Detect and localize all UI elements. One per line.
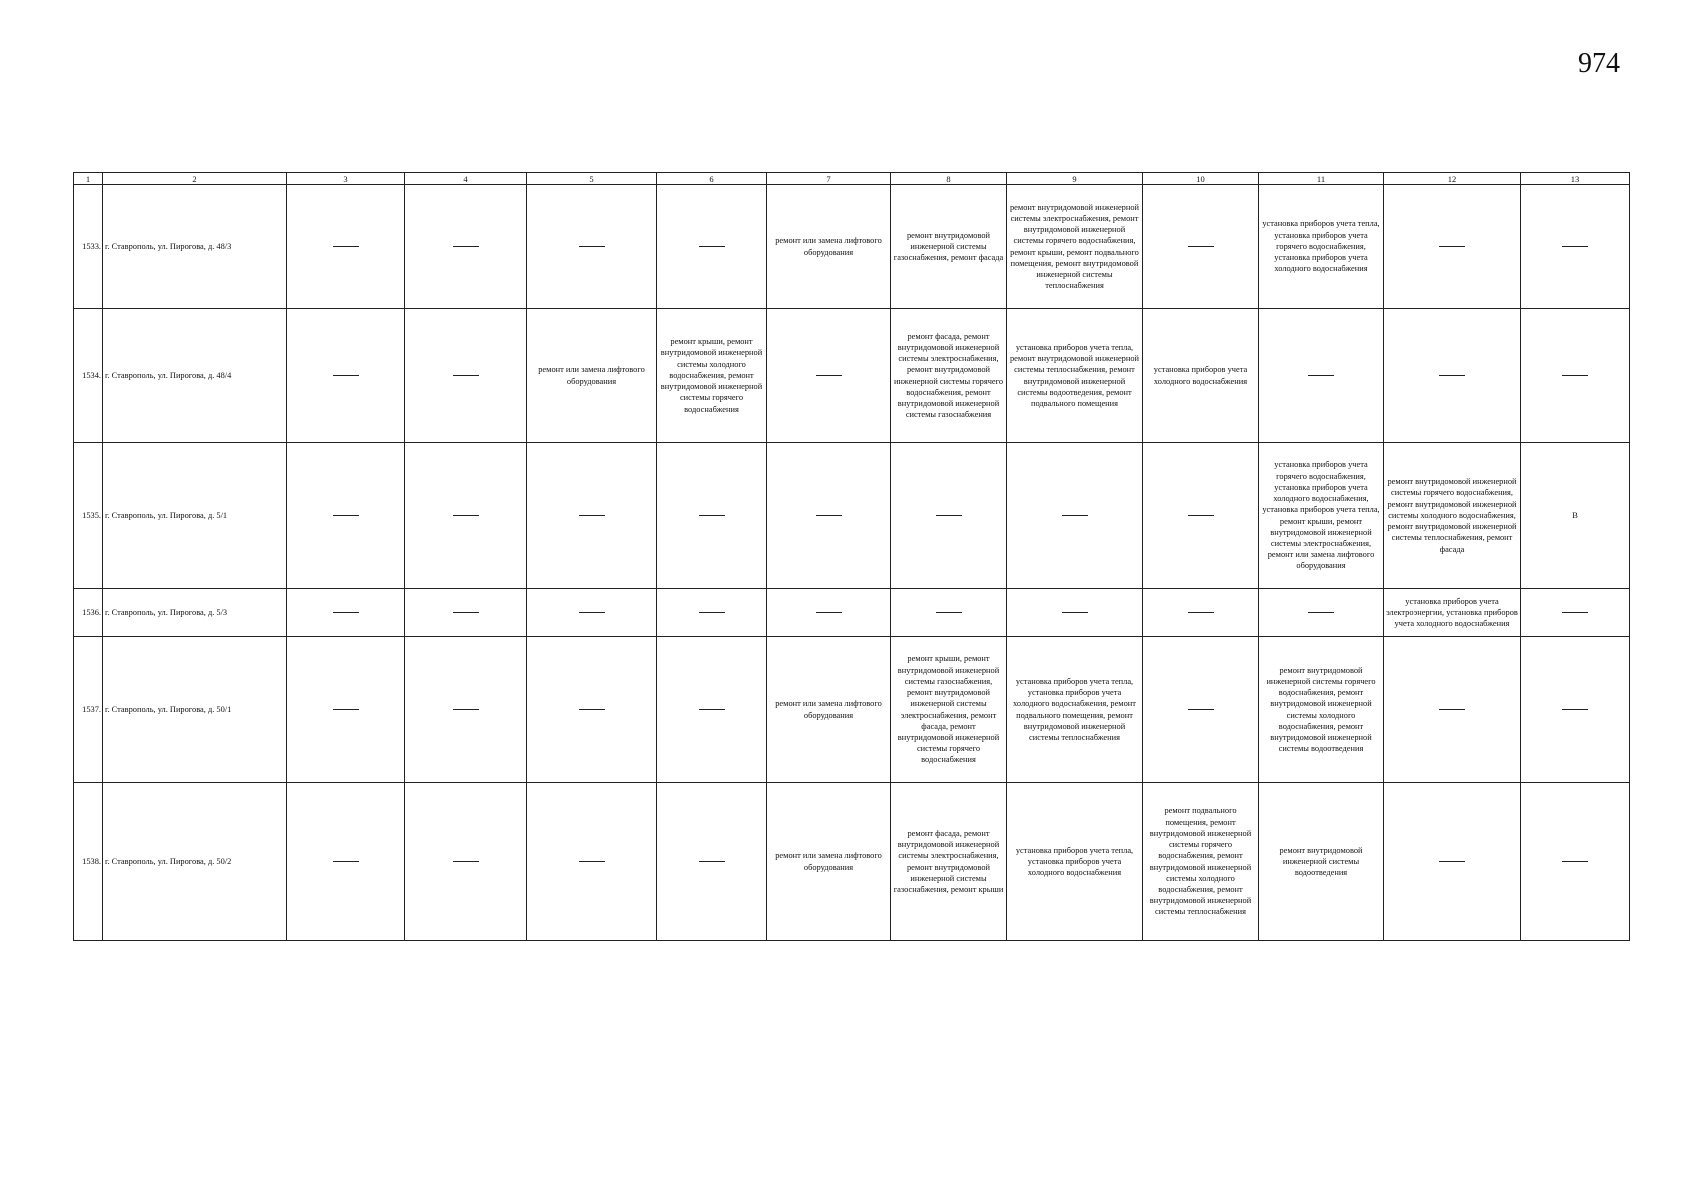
work-cell: установка приборов учета тепла, установка приборов учета горячего водоснабжения, установка приборов учета холодного водоснабжения bbox=[1259, 185, 1384, 309]
dash-mark bbox=[699, 709, 725, 710]
dash-mark bbox=[453, 375, 479, 376]
work-cell: установка приборов учета электроэнергии, установка приборов учета холодного водоснабжения bbox=[1384, 589, 1521, 637]
empty-cell bbox=[287, 783, 405, 941]
work-cell: В bbox=[1521, 443, 1630, 589]
empty-cell bbox=[1143, 185, 1259, 309]
dash-mark bbox=[816, 612, 842, 613]
table-row bbox=[74, 589, 1630, 637]
empty-cell bbox=[1259, 589, 1384, 637]
address-cell: г. Ставрополь, ул. Пирогова, д. 48/3 bbox=[103, 185, 287, 309]
empty-cell bbox=[405, 783, 527, 941]
row-number: 1535. bbox=[74, 443, 103, 589]
dash-mark bbox=[699, 612, 725, 613]
empty-cell bbox=[287, 443, 405, 589]
empty-cell bbox=[767, 443, 891, 589]
empty-cell bbox=[527, 185, 657, 309]
dash-mark bbox=[333, 375, 359, 376]
empty-cell bbox=[1007, 443, 1143, 589]
work-cell: ремонт или замена лифтового оборудования bbox=[767, 185, 891, 309]
dash-mark bbox=[1439, 375, 1465, 376]
dash-mark bbox=[579, 515, 605, 516]
column-number: 7 bbox=[767, 173, 891, 185]
dash-mark bbox=[816, 515, 842, 516]
empty-cell bbox=[1384, 783, 1521, 941]
work-cell: ремонт внутридомовой инженерной системы горячего водоснабжения, ремонт внутридомовой инженерной системы холодного водоснабжения, ремонт внутридомовой инженерной системы теплоснабжения, ремонт фасада bbox=[1384, 443, 1521, 589]
dash-mark bbox=[1439, 246, 1465, 247]
row-number: 1536. bbox=[74, 589, 103, 637]
column-number: 6 bbox=[657, 173, 767, 185]
empty-cell bbox=[1521, 185, 1630, 309]
dash-mark bbox=[453, 246, 479, 247]
work-cell: ремонт крыши, ремонт внутридомовой инженерной системы газоснабжения, ремонт внутридомовой инженерной системы электроснабжения, ремонт фасада, ремонт внутридомовой инженерной системы горячего водоснабжения bbox=[891, 637, 1007, 783]
dash-mark bbox=[1439, 861, 1465, 862]
empty-cell bbox=[1143, 589, 1259, 637]
empty-cell bbox=[657, 185, 767, 309]
work-cell: ремонт внутридомовой инженерной системы водоотведения bbox=[1259, 783, 1384, 941]
table-row bbox=[74, 637, 1630, 783]
empty-cell bbox=[1521, 783, 1630, 941]
address-cell: г. Ставрополь, ул. Пирогова, д. 50/1 bbox=[103, 637, 287, 783]
empty-cell bbox=[657, 443, 767, 589]
empty-cell bbox=[287, 185, 405, 309]
dash-mark bbox=[1188, 515, 1214, 516]
work-cell: установка приборов учета тепла, установка приборов учета холодного водоснабжения, ремонт подвального помещения, ремонт внутридомовой инженерной системы теплоснабжения bbox=[1007, 637, 1143, 783]
empty-cell bbox=[405, 185, 527, 309]
work-cell: ремонт внутридомовой инженерной системы горячего водоснабжения, ремонт внутридомовой инженерной системы холодного водоснабжения, ремонт внутридомовой инженерной системы водоотведения bbox=[1259, 637, 1384, 783]
address-cell: г. Ставрополь, ул. Пирогова, д. 5/1 bbox=[103, 443, 287, 589]
column-number: 9 bbox=[1007, 173, 1143, 185]
dash-mark bbox=[333, 709, 359, 710]
empty-cell bbox=[287, 637, 405, 783]
dash-mark bbox=[579, 612, 605, 613]
column-number: 11 bbox=[1259, 173, 1384, 185]
work-cell: ремонт фасада, ремонт внутридомовой инженерной системы электроснабжения, ремонт внутридомовой инженерной системы газоснабжения, ремонт крыши bbox=[891, 783, 1007, 941]
empty-cell bbox=[287, 309, 405, 443]
address-cell: г. Ставрополь, ул. Пирогова, д. 48/4 bbox=[103, 309, 287, 443]
work-cell: ремонт фасада, ремонт внутридомовой инженерной системы электроснабжения, ремонт внутридомовой инженерной системы горячего водоснабжения, ремонт внутридомовой инженерной системы газоснабжения bbox=[891, 309, 1007, 443]
empty-cell bbox=[657, 589, 767, 637]
column-number: 12 bbox=[1384, 173, 1521, 185]
empty-cell bbox=[1384, 637, 1521, 783]
empty-cell bbox=[287, 589, 405, 637]
dash-mark bbox=[1562, 612, 1588, 613]
column-number-row bbox=[74, 173, 1630, 185]
empty-cell bbox=[1521, 637, 1630, 783]
capital-repair-table bbox=[73, 172, 1630, 941]
empty-cell bbox=[1384, 185, 1521, 309]
column-number: 2 bbox=[103, 173, 287, 185]
empty-cell bbox=[657, 783, 767, 941]
address-cell: г. Ставрополь, ул. Пирогова, д. 50/2 bbox=[103, 783, 287, 941]
empty-cell bbox=[1521, 309, 1630, 443]
work-cell: установка приборов учета холодного водоснабжения bbox=[1143, 309, 1259, 443]
empty-cell bbox=[891, 589, 1007, 637]
empty-cell bbox=[767, 589, 891, 637]
dash-mark bbox=[333, 861, 359, 862]
dash-mark bbox=[453, 515, 479, 516]
empty-cell bbox=[1007, 589, 1143, 637]
empty-cell bbox=[1384, 309, 1521, 443]
dash-mark bbox=[1308, 612, 1334, 613]
empty-cell bbox=[405, 309, 527, 443]
work-cell: ремонт или замена лифтового оборудования bbox=[767, 637, 891, 783]
row-number: 1537. bbox=[74, 637, 103, 783]
dash-mark bbox=[816, 375, 842, 376]
dash-mark bbox=[699, 515, 725, 516]
row-number: 1533. bbox=[74, 185, 103, 309]
dash-mark bbox=[333, 515, 359, 516]
empty-cell bbox=[527, 589, 657, 637]
table-row bbox=[74, 443, 1630, 589]
dash-mark bbox=[579, 709, 605, 710]
dash-mark bbox=[1562, 861, 1588, 862]
empty-cell bbox=[527, 443, 657, 589]
work-cell: установка приборов учета тепла, установка приборов учета холодного водоснабжения bbox=[1007, 783, 1143, 941]
empty-cell bbox=[1521, 589, 1630, 637]
dash-mark bbox=[1562, 709, 1588, 710]
column-number: 10 bbox=[1143, 173, 1259, 185]
column-number: 13 bbox=[1521, 173, 1630, 185]
dash-mark bbox=[579, 861, 605, 862]
column-number: 3 bbox=[287, 173, 405, 185]
dash-mark bbox=[1188, 246, 1214, 247]
address-cell: г. Ставрополь, ул. Пирогова, д. 5/3 bbox=[103, 589, 287, 637]
work-cell: ремонт внутридомовой инженерной системы газоснабжения, ремонт фасада bbox=[891, 185, 1007, 309]
work-cell: установка приборов учета тепла, ремонт внутридомовой инженерной системы теплоснабжения, ремонт внутридомовой инженерной системы водоотведения, ремонт подвального помещения bbox=[1007, 309, 1143, 443]
dash-mark bbox=[453, 612, 479, 613]
row-number: 1538. bbox=[74, 783, 103, 941]
empty-cell bbox=[405, 443, 527, 589]
table-row bbox=[74, 309, 1630, 443]
empty-cell bbox=[1143, 443, 1259, 589]
empty-cell bbox=[891, 443, 1007, 589]
dash-mark bbox=[1562, 246, 1588, 247]
empty-cell bbox=[405, 637, 527, 783]
dash-mark bbox=[1062, 612, 1088, 613]
work-cell: ремонт крыши, ремонт внутридомовой инженерной системы холодного водоснабжения, ремонт внутридомовой инженерной системы горячего водоснабжения bbox=[657, 309, 767, 443]
empty-cell bbox=[405, 589, 527, 637]
dash-mark bbox=[453, 861, 479, 862]
work-cell: установка приборов учета горячего водоснабжения, установка приборов учета холодного водоснабжения, установка приборов учета тепла, ремонт крыши, ремонт внутридомовой инженерной системы электроснабжения, ремонт или замена лифтового оборудования bbox=[1259, 443, 1384, 589]
dash-mark bbox=[699, 861, 725, 862]
table-row bbox=[74, 185, 1630, 309]
column-number: 4 bbox=[405, 173, 527, 185]
empty-cell bbox=[657, 637, 767, 783]
empty-cell bbox=[1259, 309, 1384, 443]
column-number: 8 bbox=[891, 173, 1007, 185]
dash-mark bbox=[1062, 515, 1088, 516]
dash-mark bbox=[936, 515, 962, 516]
dash-mark bbox=[936, 612, 962, 613]
empty-cell bbox=[1143, 637, 1259, 783]
column-number: 5 bbox=[527, 173, 657, 185]
dash-mark bbox=[1439, 709, 1465, 710]
work-cell: ремонт внутридомовой инженерной системы электроснабжения, ремонт внутридомовой инженерной системы горячего водоснабжения, ремонт крыши, ремонт подвального помещения, ремонт внутридомовой инженерной системы теплоснабжения bbox=[1007, 185, 1143, 309]
page-number: 974 bbox=[1578, 48, 1620, 79]
dash-mark bbox=[699, 246, 725, 247]
dash-mark bbox=[1188, 612, 1214, 613]
work-cell: ремонт подвального помещения, ремонт внутридомовой инженерной системы горячего водоснабжения, ремонт внутридомовой инженерной системы холодного водоснабжения, ремонт внутридомовой инженерной системы теплоснабжения bbox=[1143, 783, 1259, 941]
row-number: 1534. bbox=[74, 309, 103, 443]
work-cell: ремонт или замена лифтового оборудования bbox=[767, 783, 891, 941]
dash-mark bbox=[453, 709, 479, 710]
dash-mark bbox=[579, 246, 605, 247]
empty-cell bbox=[767, 309, 891, 443]
table-row bbox=[74, 783, 1630, 941]
column-number: 1 bbox=[74, 173, 103, 185]
empty-cell bbox=[527, 783, 657, 941]
dash-mark bbox=[1562, 375, 1588, 376]
dash-mark bbox=[333, 246, 359, 247]
work-cell: ремонт или замена лифтового оборудования bbox=[527, 309, 657, 443]
empty-cell bbox=[527, 637, 657, 783]
dash-mark bbox=[1188, 709, 1214, 710]
dash-mark bbox=[1308, 375, 1334, 376]
dash-mark bbox=[333, 612, 359, 613]
